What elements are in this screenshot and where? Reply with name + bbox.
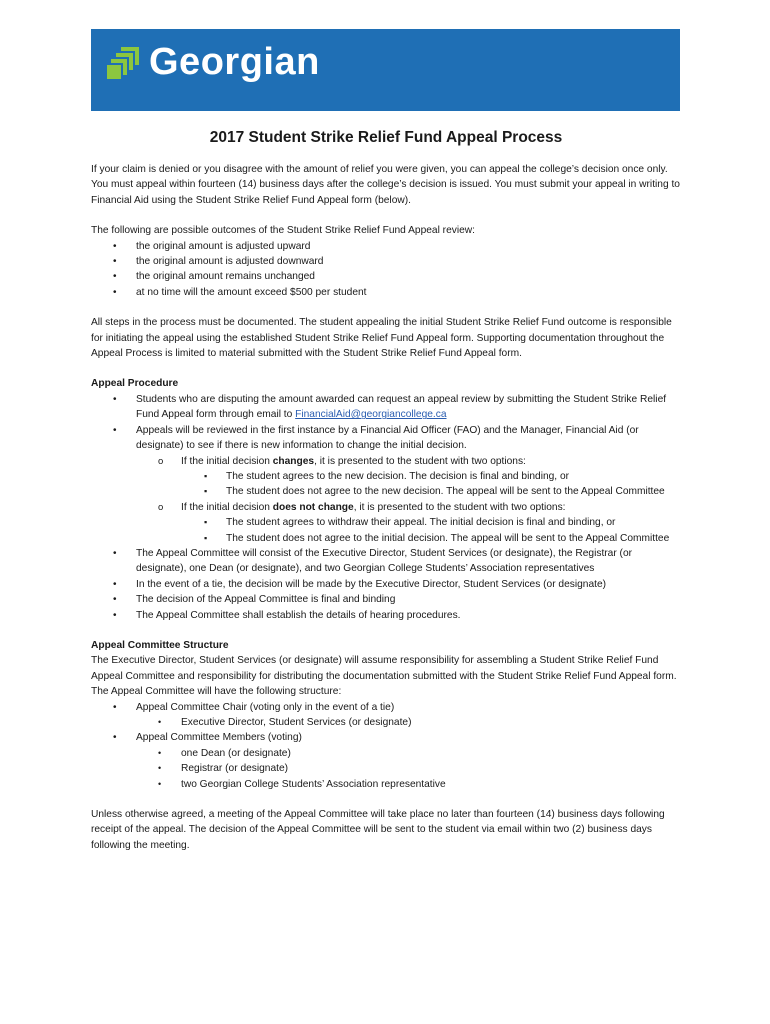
list-item: ▪ The student agrees to withdraw their appeal. The initial decision is final and binding, or bbox=[91, 515, 681, 530]
procedure-item-text: Appeals will be reviewed in the first instance by a Financial Aid Officer (FAO) and the Manager, Financial Aid (or designate) to see if there is new information to change the initial decision. bbox=[136, 424, 639, 452]
list-item: • the original amount is adjusted downward bbox=[91, 254, 681, 269]
list-item: • Registrar (or designate) bbox=[91, 761, 681, 776]
list-item bbox=[91, 392, 681, 423]
list-item: ▪ The student does not agree to the initial decision. The appeal will be sent to the Appeal Committee bbox=[91, 531, 681, 546]
intro-paragraph: If your claim is denied or you disagree with the amount of relief you were given, you can appeal the college’s decision once only. You must appeal within fourteen (14) business days after the college’s decision is issued. You must submit your appeal in writing to Financial Aid using the Student Strike Relief Fund Appeal form (below). bbox=[91, 164, 680, 206]
list-item: ▪ The student does not agree to the new decision. The appeal will be sent to the Appeal Committee bbox=[91, 484, 681, 499]
sub-item-text: , it is presented to the student with two options: bbox=[314, 455, 526, 467]
members-sublist bbox=[136, 746, 681, 792]
list-item: • two Georgian College Students’ Association representative bbox=[91, 777, 681, 792]
logo-wordmark: Georgian bbox=[149, 41, 320, 83]
sub-item-bold: changes bbox=[272, 455, 315, 467]
list-item bbox=[91, 454, 681, 500]
committee-structure-paragraph: The Executive Director, Student Services (or designate) will assume responsibility for assembling a Student Strike Relief Fund Appeal Committee and responsibility for distributing the documentation submitted with the Student Strike Relief Fund Appeal form. The Appeal Committee will have the following structure: bbox=[91, 655, 677, 698]
closing-paragraph: Unless otherwise agreed, a meeting of the Appeal Committee will take place no later than fourteen (14) business days following receipt of the appeal. The decision of the Appeal Committee will be sent to the student via email within two (2) business days following the meeting. bbox=[91, 809, 665, 851]
page-title: 2017 Student Strike Relief Fund Appeal Process bbox=[209, 129, 563, 146]
list-item: • Executive Director, Student Services (or designate) bbox=[91, 715, 681, 730]
list-item: • The decision of the Appeal Committee is final and binding bbox=[91, 592, 681, 607]
sub-item-text: If the initial decision bbox=[181, 455, 273, 467]
financial-aid-email-link[interactable]: FinancialAid@georgiancollege.ca bbox=[295, 409, 447, 421]
decision-sublist bbox=[136, 454, 681, 546]
options-list bbox=[181, 469, 681, 500]
committee-list bbox=[91, 700, 681, 792]
list-item bbox=[91, 730, 681, 792]
list-item: ▪ The student agrees to the new decision. The decision is final and binding, or bbox=[91, 469, 681, 484]
outcomes-list bbox=[91, 239, 681, 301]
list-item: • The Appeal Committee shall establish the details of hearing procedures. bbox=[91, 608, 681, 623]
list-item bbox=[91, 700, 681, 731]
options-list bbox=[181, 515, 681, 546]
sub-item-text: If the initial decision bbox=[181, 501, 273, 513]
committee-members-label: Appeal Committee Members (voting) bbox=[136, 732, 302, 744]
procedure-item-text: Students who are disputing the amount awarded can request an appeal review by submitting the Student Strike Relief Fund Appeal form through email to bbox=[136, 393, 667, 421]
list-item bbox=[91, 423, 681, 546]
sub-item-text: , it is presented to the student with two options: bbox=[353, 501, 566, 513]
sub-item-bold: does not change bbox=[272, 501, 354, 513]
procedure-list bbox=[91, 392, 681, 623]
list-item bbox=[91, 500, 681, 546]
outcomes-lead: The following are possible outcomes of the Student Strike Relief Fund Appeal review: bbox=[91, 225, 475, 237]
list-item: • In the event of a tie, the decision will be made by the Executive Director, Student Services (or designate) bbox=[91, 577, 681, 592]
document-body bbox=[91, 128, 681, 853]
committee-chair-label: Appeal Committee Chair (voting only in the event of a tie) bbox=[136, 701, 395, 713]
header-banner bbox=[91, 29, 680, 111]
documentation-paragraph: All steps in the process must be documented. The student appealing the initial Student Strike Relief Fund outcome is responsible for initiating the appeal using the established Student Strike Relief Fund Appeal form. Supporting documentation throughout the Appeal Process is limited to material submitted with the Student Strike Relief Fund Appeal form. bbox=[91, 317, 672, 360]
chair-sublist bbox=[136, 715, 681, 730]
georgian-logo-icon bbox=[105, 43, 143, 81]
committee-structure-heading: Appeal Committee Structure bbox=[91, 639, 229, 651]
list-item: • The Appeal Committee will consist of the Executive Director, Student Services (or designate), the Registrar (or designate), one Dean (or designate), and two Georgian College Students’ Association representatives bbox=[91, 546, 681, 577]
appeal-procedure-heading: Appeal Procedure bbox=[91, 378, 179, 390]
list-item: • at no time will the amount exceed $500 per student bbox=[91, 285, 681, 300]
list-item: • the original amount is adjusted upward bbox=[91, 239, 681, 254]
list-item: • the original amount remains unchanged bbox=[91, 269, 681, 284]
list-item: • one Dean (or designate) bbox=[91, 746, 681, 761]
